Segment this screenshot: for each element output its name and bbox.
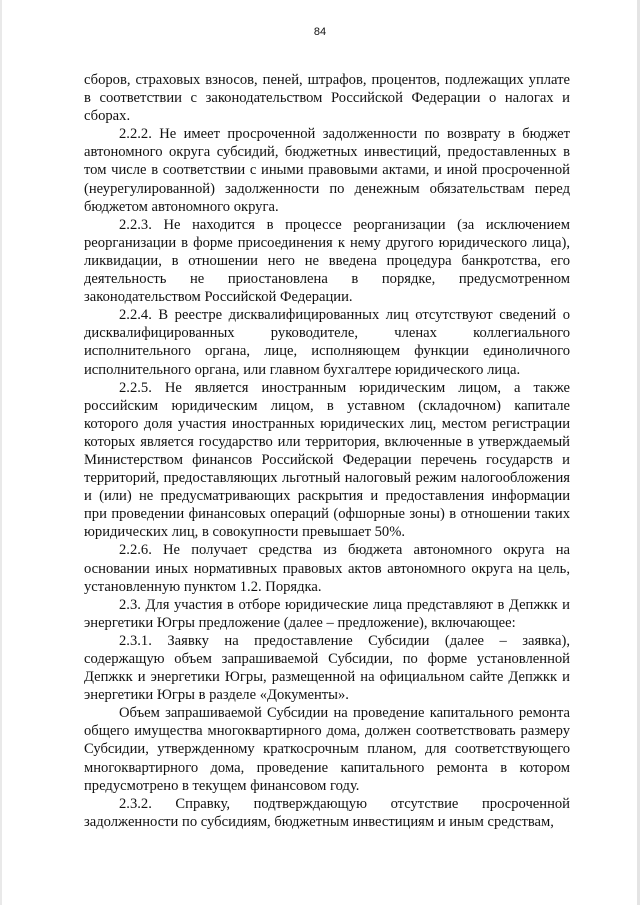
paragraph-2-3-2: 2.3.2. Справку, подтверждающую отсутствие просроченной задолженности по субсидиям, бюджетным инвестициям и иным средствам, bbox=[84, 795, 570, 830]
paragraph-2-2-2: 2.2.2. Не имеет просроченной задолженности по возврату в бюджет автономного округа субсидий, бюджетных инвестиций, предоставленных в том числе в соответствии с иными правовыми актами, и иной просроченной (неурегулированной) задолженности по денежным обязательствам перед бюджетом автономного округа. bbox=[84, 126, 570, 215]
paragraph-2-3-1: 2.3.1. Заявку на предоставление Субсидии (далее – заявка), содержащую объем запрашиваемой Субсидии, по форме установленной Депжкк и энергетики Югры, размещенной на официальном сайте Депжкк и энергетики Югры в разделе «Документы». bbox=[84, 632, 570, 704]
paragraph-2-3: 2.3. Для участия в отборе юридические лица представляют в Депжкк и энергетики Югры предложение (далее – предложение), включающее: bbox=[84, 596, 570, 631]
page-number: 84 bbox=[313, 26, 327, 38]
paragraph-2-2-4: 2.2.4. В реестре дисквалифицированных лиц отсутствуют сведений о дисквалифицированных руководителе, членах коллегиального исполнительного органа, лице, исполняющем функции единоличного исполнительного органа, или главном бухгалтере юридического лица. bbox=[84, 307, 570, 378]
paragraph-2-2-5: 2.2.5. Не является иностранным юридическим лицом, а также российским юридическим лицом, в уставном (складочном) капитале которого доля участия иностранных юридических лиц, местом регистрации которых является государство или территория, включенные в утверждаемый Министерством финансов Российской Федерации перечень государств и территорий, предоставляющих льготный налоговый режим налогообложения и (или) не предусматривающих раскрытия и предоставления информации при проведении финансовых операций (офшорные зоны) в отношении таких юридических лиц, в совокупности превышает 50%. bbox=[84, 379, 570, 541]
scan-edge-left bbox=[0, 0, 2, 905]
paragraph-2-2-6: 2.2.6. Не получает средства из бюджета автономного округа на основании иных нормативных правовых актов автономного округа на цель, установленную пунктом 1.2. Порядка. bbox=[84, 542, 570, 595]
paragraph-subsidy-volume: Объем запрашиваемой Субсидии на проведение капитального ремонта общего имущества многоквартирного дома, должен соответствовать размеру Субсидии, утвержденному краткосрочным планом, для соответствующего многоквартирного дома, проведение капитального ремонта в котором предусмотрено в текущем финансовом году. bbox=[84, 705, 570, 794]
paragraph-2-2-3: 2.2.3. Не находится в процессе реорганизации (за исключением реорганизации в форме присоединения к нему другого юридического лица), ликвидации, в отношении него не введена процедура банкротства, его деятельность не приостановлена в порядке, предусмотренном законодательством Российской Федерации. bbox=[84, 216, 570, 306]
paragraph-continuation: сборов, страховых взносов, пеней, штрафов, процентов, подлежащих уплате в соответствии с законодательством Российской Федерации о налогах и сборах. bbox=[84, 72, 570, 125]
document-body bbox=[84, 71, 570, 831]
